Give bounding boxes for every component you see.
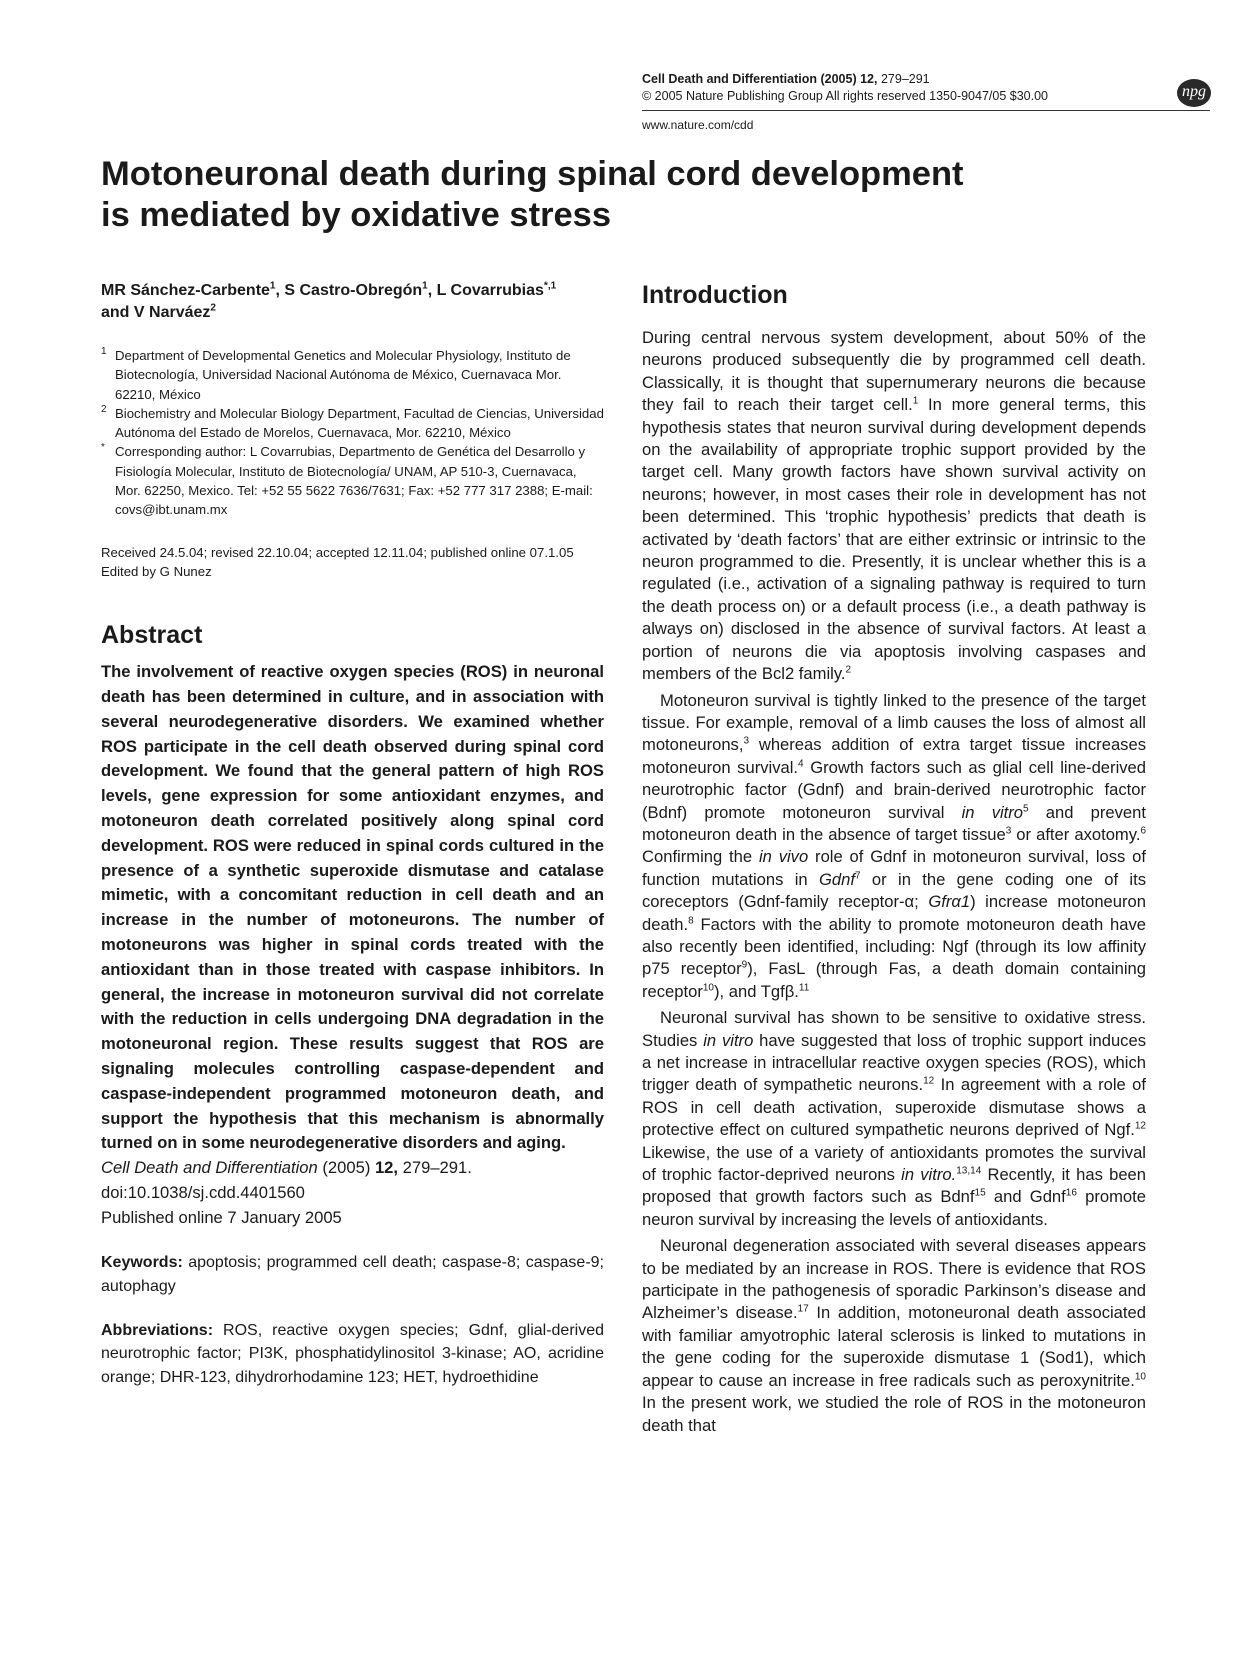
text-run: role of Gdnf in motoneuron survival, loss of function mutations in — [642, 847, 1146, 889]
author-name: MR Sánchez-Carbente — [101, 282, 270, 299]
intro-paragraph-2 — [642, 690, 1146, 1004]
author-affil-mark: 1 — [422, 280, 428, 292]
abbreviations-text: ROS, reactive oxygen species; Gdnf, glial-derived neurotrophic factor; PI3K, phosphatidylinositol 3-kinase; AO, acridine orange; DHR-123, dihydrorhodamine 123; HET, hydroethidine — [101, 1321, 604, 1386]
italic-term: Gdnf — [819, 869, 855, 889]
reference-marker: 13,14 — [956, 1165, 982, 1177]
introduction-heading: Introduction — [642, 281, 788, 309]
reference-marker: 12 — [1134, 1120, 1146, 1132]
text-run: In agreement with a role of ROS in cell death activation, superoxide dismutase shows a protective effect on cultured sympathetic neurons deprived of Ngf. — [642, 1075, 1147, 1140]
keywords-text: apoptosis; programmed cell death; caspase-8; caspase-9; autophagy — [101, 1253, 604, 1295]
text-run: or after axotomy. — [1011, 824, 1141, 844]
text-run: Likewise, the use of a variety of antioxidants promotes the survival of trophic factor-deprived neurons — [642, 1142, 1146, 1185]
affiliation-text: Corresponding author: L Covarrubias, Departmento de Genética del Desarrollo y Fisiología Molecular, Instituto de Biotecnología/ UNAM, AP 510-3, Cuernavaca, Mor. 62250, Mexico. Tel: +52 55 5622 7636/7631; Fax: +52 777 317 2388; E-mail: covs@ibt.unam.mx — [115, 444, 593, 518]
abstract-heading: Abstract — [101, 621, 203, 650]
affiliation-item — [101, 346, 604, 404]
citation-year: (2005) — [317, 1158, 375, 1178]
reference-marker: 8 — [688, 915, 694, 927]
text-run: Neuronal degeneration associated with several diseases appears to be mediated by an increase in ROS. There is evidence that ROS participate in the pathogenesis of sporadic Parkinson’s disease and Alzheimer’s disease. — [642, 1236, 1146, 1323]
title-line-1: Motoneuronal death during spinal cord development — [101, 155, 964, 193]
text-run: promote neuron survival by increasing the levels of antioxidants. — [642, 1187, 1146, 1229]
affiliation-mark: 2 — [101, 403, 107, 415]
author-name: L Covarrubias — [436, 282, 544, 299]
received-dates: Received 24.5.04; revised 22.10.04; accepted 12.11.04; published online 07.1.05 — [101, 544, 574, 560]
text-run: and Gdnf — [985, 1187, 1066, 1207]
citation-volume: 12, — [374, 1158, 399, 1178]
right-column — [642, 280, 1146, 1437]
text-run: During central nervous system development, about 50% of the neurons produced subsequently die by programmed cell death. Classically, it is thought that supernumerary neurons die because they fail to reach their target cell. — [642, 328, 1146, 415]
npg-logo: npg — [1177, 79, 1211, 107]
author-name: and V Narváez — [101, 304, 211, 321]
reference-marker: 2 — [845, 664, 852, 676]
text-run: In more general terms, this hypothesis states that neuron survival during development depends on the availability of appropriate trophic support provided by the target cell. Many growth factors have shown survival activity on neurons; however, in most cases their role in development has not been determined. This ‘trophic hypothesis’ predicts that death is activated by ‘death factors’ that are either extrinsic or intrinsic to the neuron programmed to die. Presently, it is unclear whether this is a regulated (i.e., activation of a signaling pathway is required to turn the death process on) or a default process (i.e., a death pathway is always on) disclosed in the absence of survival factors. At least a portion of neurons die via apoptosis involving caspases and members of the Bcl2 family. — [642, 395, 1146, 684]
text-run: or in the gene coding one of its coreceptors (Gdnf-family receptor-α; — [642, 869, 1146, 912]
doi[interactable]: doi:10.1038/sj.cdd.4401560 — [101, 1183, 305, 1202]
keywords-label: Keywords: — [101, 1253, 183, 1271]
reference-marker: 15 — [974, 1187, 986, 1199]
copyright-line: © 2005 Nature Publishing Group All rights reserved 1350-9047/05 $30.00 — [642, 89, 1048, 103]
intro-paragraph-1 — [642, 327, 1146, 686]
reference-marker: 11 — [798, 982, 810, 994]
reference-marker: 1 — [912, 395, 919, 407]
reference-marker: 17 — [797, 1303, 809, 1315]
reference-marker: 4 — [798, 758, 804, 770]
author-affil-mark: 1 — [269, 280, 276, 292]
text-run: Neuronal survival has shown to be sensitive to oxidative stress. Studies — [642, 1008, 1146, 1050]
abstract-citation — [101, 1156, 604, 1181]
journal-citation-line — [642, 71, 1210, 88]
text-run: whereas addition of extra target tissue increases motoneuron survival. — [642, 735, 1146, 777]
reference-marker: 12 — [923, 1075, 935, 1087]
abbreviations — [101, 1319, 604, 1390]
text-run: In addition, motoneuronal death associated with familiar amyotrophic lateral sclerosis is linked to mutations in the gene coding for the superoxide dismutase 1 (Sod1), which appear to cause an increase in free radicals such as peroxynitrite. — [642, 1303, 1146, 1390]
reference-marker: 3 — [1005, 825, 1012, 837]
intro-paragraph-4 — [642, 1235, 1146, 1437]
published-online: Published online 7 January 2005 — [101, 1207, 342, 1227]
article-title — [101, 154, 1101, 236]
edited-by: Edited by G Nunez — [101, 563, 212, 579]
text-run: In the present work, we studied the role of ROS in the motoneuron death that — [642, 1393, 1146, 1435]
journal-pages: 279–291 — [880, 72, 930, 86]
text-run: ), FasL (through Fas, a death domain containing receptor — [642, 959, 1147, 1001]
affiliation-text: Biochemistry and Molecular Biology Department, Facultad de Ciencias, Universidad Autónoma del Estado de Morelos, Cuernavaca, Mor. 62210, México — [115, 405, 604, 441]
italic-term: in vivo — [758, 847, 809, 867]
affiliation-item — [101, 442, 604, 519]
reference-marker: 10 — [1134, 1371, 1146, 1383]
introduction-body — [642, 327, 1146, 1437]
affiliation-list — [101, 346, 604, 520]
abstract-text: The involvement of reactive oxygen species (ROS) in neuronal death has been determined in culture, and in association with several neurodegenerative disorders. We examined whether ROS participate in the cell death observed during spinal cord development. We found that the general pattern of high ROS levels, gene expression for some antioxidant enzymes, and motoneuron death correlated positively along spinal cord development. ROS were reduced in spinal cords cultured in the presence of a synthetic superoxide dismutase and catalase mimetic, with a concomitant reduction in cell death and an increase in the number of motoneurons. The number of motoneurons was higher in spinal cords treated with the antioxidant than in those treated with caspase inhibitors. In general, the increase in motoneuron survival did not correlate with the reduction in cells undergoing DNA degradation in the motoneuronal region. These results suggest that ROS are signaling molecules controlling caspase-dependent and caspase-independent programmed motoneuron death, and support the hypothesis that this mechanism is abnormally turned on in some neurodegenerative disorders and aging. — [101, 662, 604, 1153]
text-run: ), and Tgfβ. — [714, 981, 799, 1001]
reference-marker: 10 — [702, 982, 714, 994]
citation-journal: Cell Death and Differentiation — [101, 1158, 318, 1178]
reference-marker: 6 — [1140, 825, 1146, 837]
italic-term: in vitro — [703, 1030, 754, 1050]
affiliation-mark: 1 — [101, 346, 107, 357]
author-separator: , — [427, 282, 437, 299]
author-list — [101, 280, 604, 324]
article-dates — [101, 543, 604, 582]
text-run: and prevent motoneuron death in the absence of target tissue — [642, 802, 1147, 844]
text-run: have suggested that loss of trophic support induces a net increase in intracellular reactive oxygen species (ROS), which trigger death of sympathetic neurons. — [642, 1030, 1146, 1095]
affiliation-item — [101, 404, 604, 443]
italic-term: Gfrα1 — [928, 892, 971, 912]
reference-marker: 16 — [1065, 1187, 1077, 1199]
author-name: S Castro-Obregón — [284, 282, 423, 299]
author-affil-mark: *,1 — [543, 280, 557, 292]
affiliation-mark: * — [101, 442, 105, 454]
reference-marker: 5 — [1023, 803, 1029, 814]
journal-name: Cell Death and Differentiation (2005) 12, — [642, 72, 878, 86]
journal-header — [642, 71, 1210, 133]
italic-term: in vitro. — [901, 1165, 957, 1185]
italic-term: in vitro — [961, 802, 1024, 822]
header-rule — [642, 110, 1210, 111]
reference-marker: 7 — [855, 870, 861, 882]
text-run: Growth factors such as glial cell line-derived neurotrophic factor (Gdnf) and brain-derived neurotrophic factor (Bdnf) promote motoneuron survival — [642, 757, 1147, 822]
reference-marker: 3 — [743, 735, 750, 747]
text-run: Confirming the — [642, 847, 759, 867]
citation-pages: 279–291. — [398, 1158, 472, 1178]
intro-paragraph-3 — [642, 1007, 1146, 1231]
author-affil-mark: 2 — [210, 302, 216, 314]
text-run: Recently, it has been proposed that growth factors such as Bdnf — [642, 1165, 1147, 1207]
author-separator: , — [275, 282, 285, 299]
text-run: Motoneuron survival is tightly linked to the presence of the target tissue. For example, removal of a limb causes the loss of almost all motoneurons, — [642, 690, 1146, 755]
title-line-2: is mediated by oxidative stress — [101, 196, 612, 234]
text-run: ) increase motoneuron death. — [642, 892, 1146, 934]
text-run: Factors with the ability to promote motoneuron death have also recently been identified, including: Ngf (through its low affinity p75 receptor — [642, 914, 1146, 979]
abbreviations-label: Abbreviations: — [101, 1321, 214, 1339]
keywords — [101, 1251, 604, 1299]
reference-marker: 9 — [741, 959, 748, 971]
affiliation-text: Department of Developmental Genetics and Molecular Physiology, Instituto de Biotecnología, Universidad Nacional Autónoma de México, Cuernavaca Mor. 62210, México — [115, 348, 571, 402]
journal-url[interactable]: www.nature.com/cdd — [642, 118, 754, 132]
left-column — [101, 280, 604, 1389]
